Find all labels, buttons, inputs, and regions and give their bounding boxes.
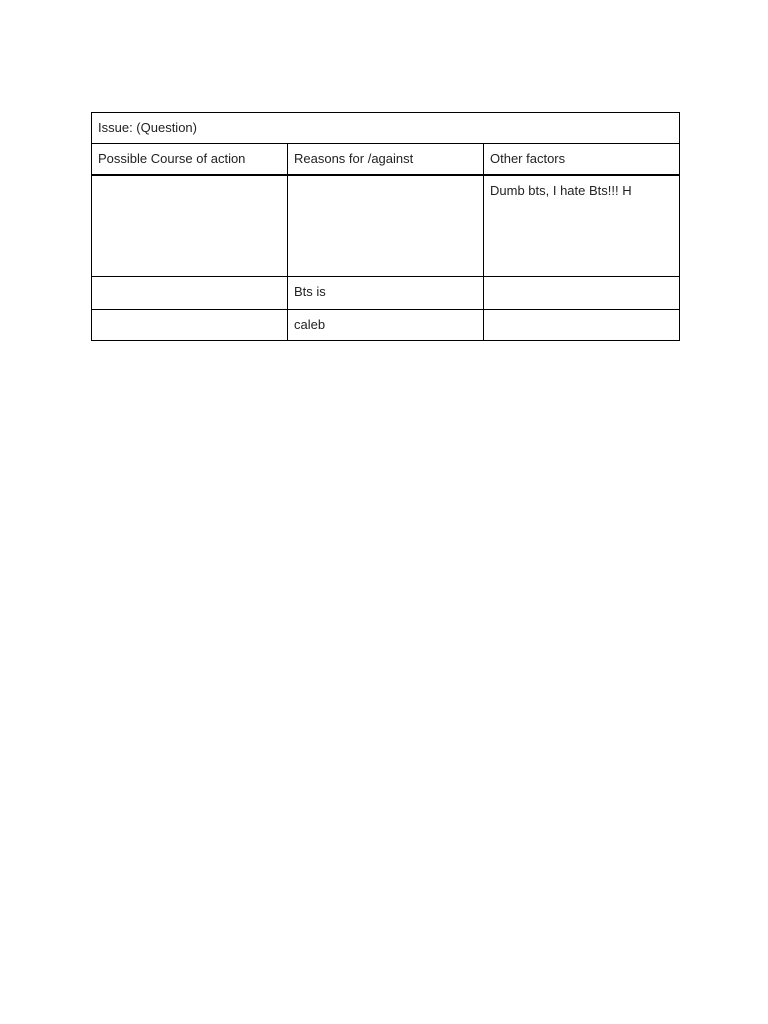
table-cell[interactable] [92, 277, 288, 310]
table-cell[interactable]: Bts is [288, 277, 484, 310]
header-course-of-action[interactable]: Possible Course of action [92, 144, 288, 175]
table-row [92, 310, 680, 341]
table-cell[interactable]: Dumb bts, I hate Bts!!! H [484, 175, 680, 277]
table-cell[interactable] [288, 175, 484, 277]
header-reasons[interactable]: Reasons for /against [288, 144, 484, 175]
table-cell[interactable] [92, 310, 288, 341]
table-cell[interactable]: caleb [288, 310, 484, 341]
table-cell[interactable] [484, 277, 680, 310]
decision-table [91, 112, 680, 341]
table-cell[interactable] [484, 310, 680, 341]
header-row [92, 144, 680, 175]
table-row [92, 175, 680, 277]
table-cell[interactable] [92, 175, 288, 277]
issue-row [92, 113, 680, 144]
header-other-factors[interactable]: Other factors [484, 144, 680, 175]
issue-cell[interactable]: Issue: (Question) [92, 113, 680, 144]
table-row [92, 277, 680, 310]
